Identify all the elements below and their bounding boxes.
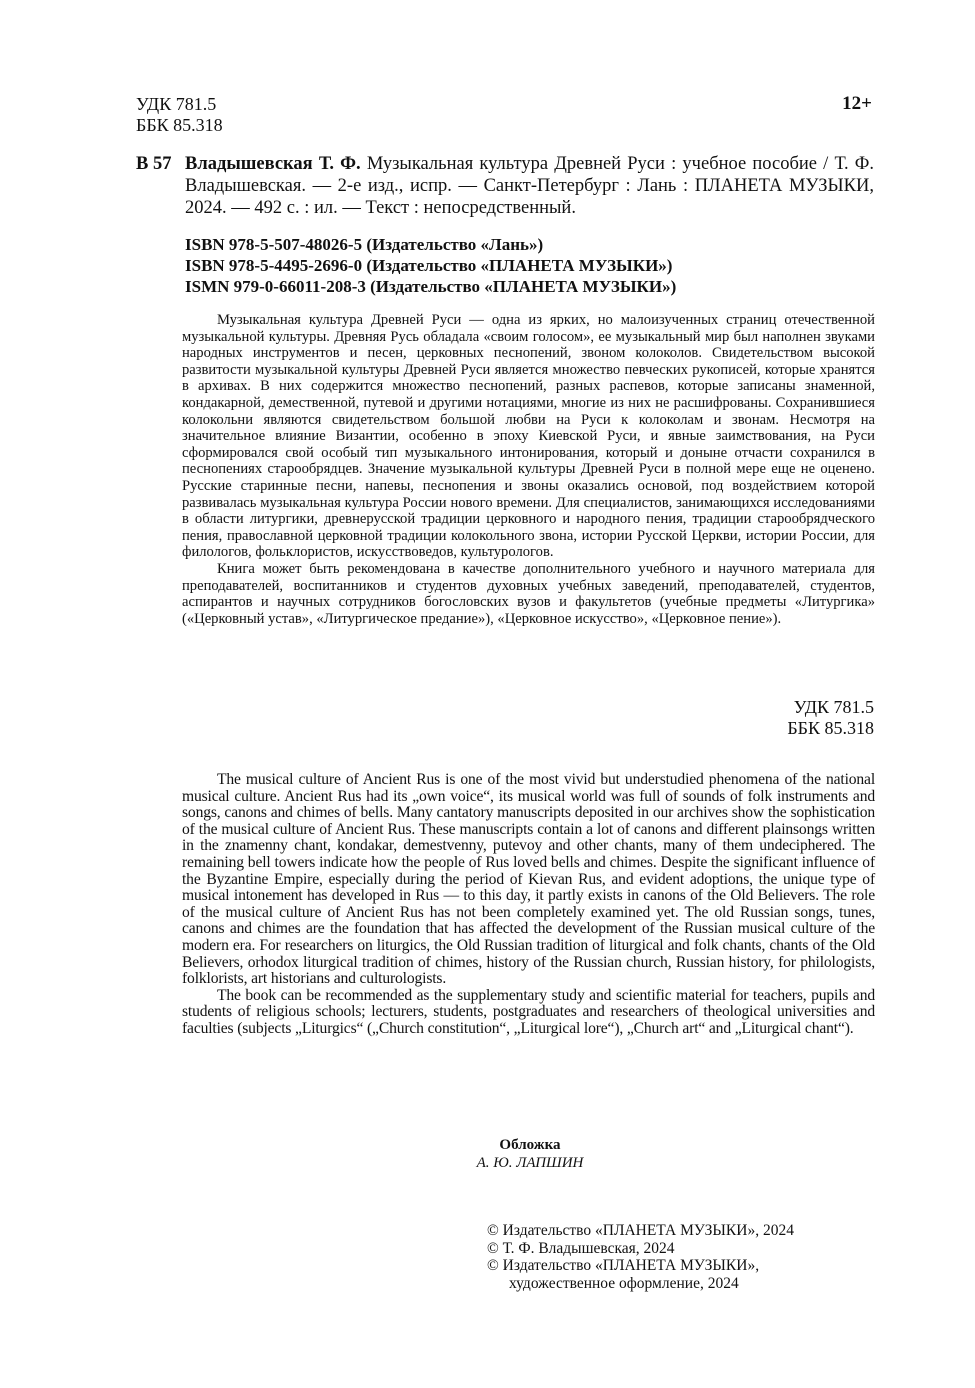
copyright-line: © Т. Ф. Владышевская, 2024 (487, 1239, 675, 1257)
author-code: В 57 (136, 154, 172, 174)
classification-codes (136, 94, 223, 136)
copyright-line: © Издательство «ПЛАНЕТА МУЗЫКИ», (487, 1257, 760, 1274)
abstract-en-paragraph: The musical culture of Ancient Rus is one of the most vivid but understudied phenomena of the national musical culture. Ancient Rus had its „own voice“, its musical world was full of sounds of folk instruments and songs, canons and chimes of bells. Many cantatory manuscripts deposited in our archives show the sophistication of the musical culture of Ancient Rus. These manuscripts contain a lot of canons and different plainsongs written in the znamenny chant, kondakar, demestvenny, putevoy and other chants, many of them undeciphered. The remaining bell towers indicate how the people of Rus loved bells and chimes. Despite the significant influence of the Byzantine Empire, especially during the period of Kievan Rus, and evident adoptions, the unique type of musical intonement has developed in Rus — to this day, it partly exists in canons of the Old Believers. The role of the musical culture of Ancient Rus has not been completely examined yet. The old Russian songs, tunes, canons and chimes are the foundation that has affected the development of the Russian musical culture of the modern era. For researchers on liturgics, the Old Russian tradition of liturgical and folk chants, chants of the Old Believers, orhodox liturgical tradition of chimes, history of the Russian church, Russian history, for philologists, folklorists, art historians and culturologists. (182, 771, 875, 988)
author-name: Владышевская Т. Ф. (185, 154, 361, 174)
identifiers-block (185, 234, 676, 297)
age-rating: 12+ (842, 93, 872, 114)
cover-designer: А. Ю. ЛАПШИН (476, 1155, 584, 1171)
cover-credit (380, 1136, 680, 1172)
bibliographic-description: Музыкальная культура Древней Руси : учебное пособие / Т. Ф. Владышевская. — 2-е изд., испр. — Санкт-Петербург : Лань : ПЛАНЕТА МУЗЫКИ, 2024. — 492 с. : ил. — Текст : непосредственный. (185, 154, 874, 218)
abstract-en-paragraph: The book can be recommended as the supplementary study and scientific material for teachers, pupils and students of religious schools; lecturers, students, postgraduates and researchers of theological universities and faculties (subjects „Liturgics“ („Church constitution“, „Liturgical lore“), „Church art“ and „Liturgical chant“). (182, 986, 875, 1037)
bibliographic-entry (136, 153, 874, 219)
bibliographic-text (185, 153, 874, 219)
abstract-english (182, 772, 875, 1038)
bbk-code-bottom: ББК 85.318 (787, 718, 874, 738)
copyright-block (487, 1222, 794, 1292)
classification-codes-bottom (787, 697, 874, 739)
abstract-ru-paragraph: Книга может быть рекомендована в качестве дополнительного учебного и научного материала для преподавателей, воспитанников и студентов духовных учебных заведений, преподавателей, студентов, аспирантов и научных сотрудников богословских вузов и факультетов (учебные предметы «Литургика» («Церковный устав», «Литургическое предание»), «Церковное искусство», «Церковное пение»). (182, 560, 875, 627)
isbn-lan: ISBN 978-5-507-48026-5 (Издательство «Лань») (185, 235, 544, 254)
abstract-ru-paragraph: Музыкальная культура Древней Руси — одна из ярких, но малоизученных страниц отечественной музыкальной культуры. Древняя Русь обладала «своим голосом», ее музыкальный мир был наполнен звуками народных инструментов и песен, церковных песнопений, звоном колоколов. Свидетельством высокой развитости музыкальной культуры Древней Руси является множество певческих рукописей, которые хранятся в архивах. В них содержится множество песнопений, разных распевов, которые записаны знаменной, кондакарной, демественной, путевой и другими нотациями, многие из них не расшифрованы. Сохранившиеся колокольни являются свидетельством большой любви на Руси к колоколам и звонам. Несмотря на значительное влияние Византии, особенно в эпоху Киевской Руси, и явные заимствования, на Руси сформировался свой особый тип музыкального интонирования, который и доныне отчасти сохранился в песнопениях старообрядцев. Значение музыкальной культуры Древней Руси в полной мере еще не оценено. Русские старинные песни, напевы, песнопения и звоны оказались основой, под воздействием которой развивалась музыкальная культура России нового времени. Для специалистов, занимающихся исследованиями в области литургики, древнерусской традиции церковного и народного пения, традиции старообрядческого пения, православной церковной традиции колокольного звона, истории Русской Церкви, истории России, для филологов, фольклористов, искусствоведов, культурологов. (182, 312, 875, 561)
copyright-line: © Издательство «ПЛАНЕТА МУЗЫКИ», 2024 (487, 1222, 794, 1239)
abstract-russian (182, 312, 875, 627)
isbn-planeta: ISBN 978-5-4495-2696-0 (Издательство «ПЛАНЕТА МУЗЫКИ») (185, 256, 673, 275)
udk-code-bottom: УДК 781.5 (793, 697, 874, 717)
ismn-planeta: ISMN 979-0-66011-208-3 (Издательство «ПЛАНЕТА МУЗЫКИ») (185, 277, 677, 296)
copyright-line: художественное оформление, 2024 (509, 1274, 739, 1292)
udk-code: УДК 781.5 (136, 94, 217, 114)
cover-title: Обложка (499, 1137, 561, 1153)
bbk-code: ББК 85.318 (136, 115, 223, 135)
